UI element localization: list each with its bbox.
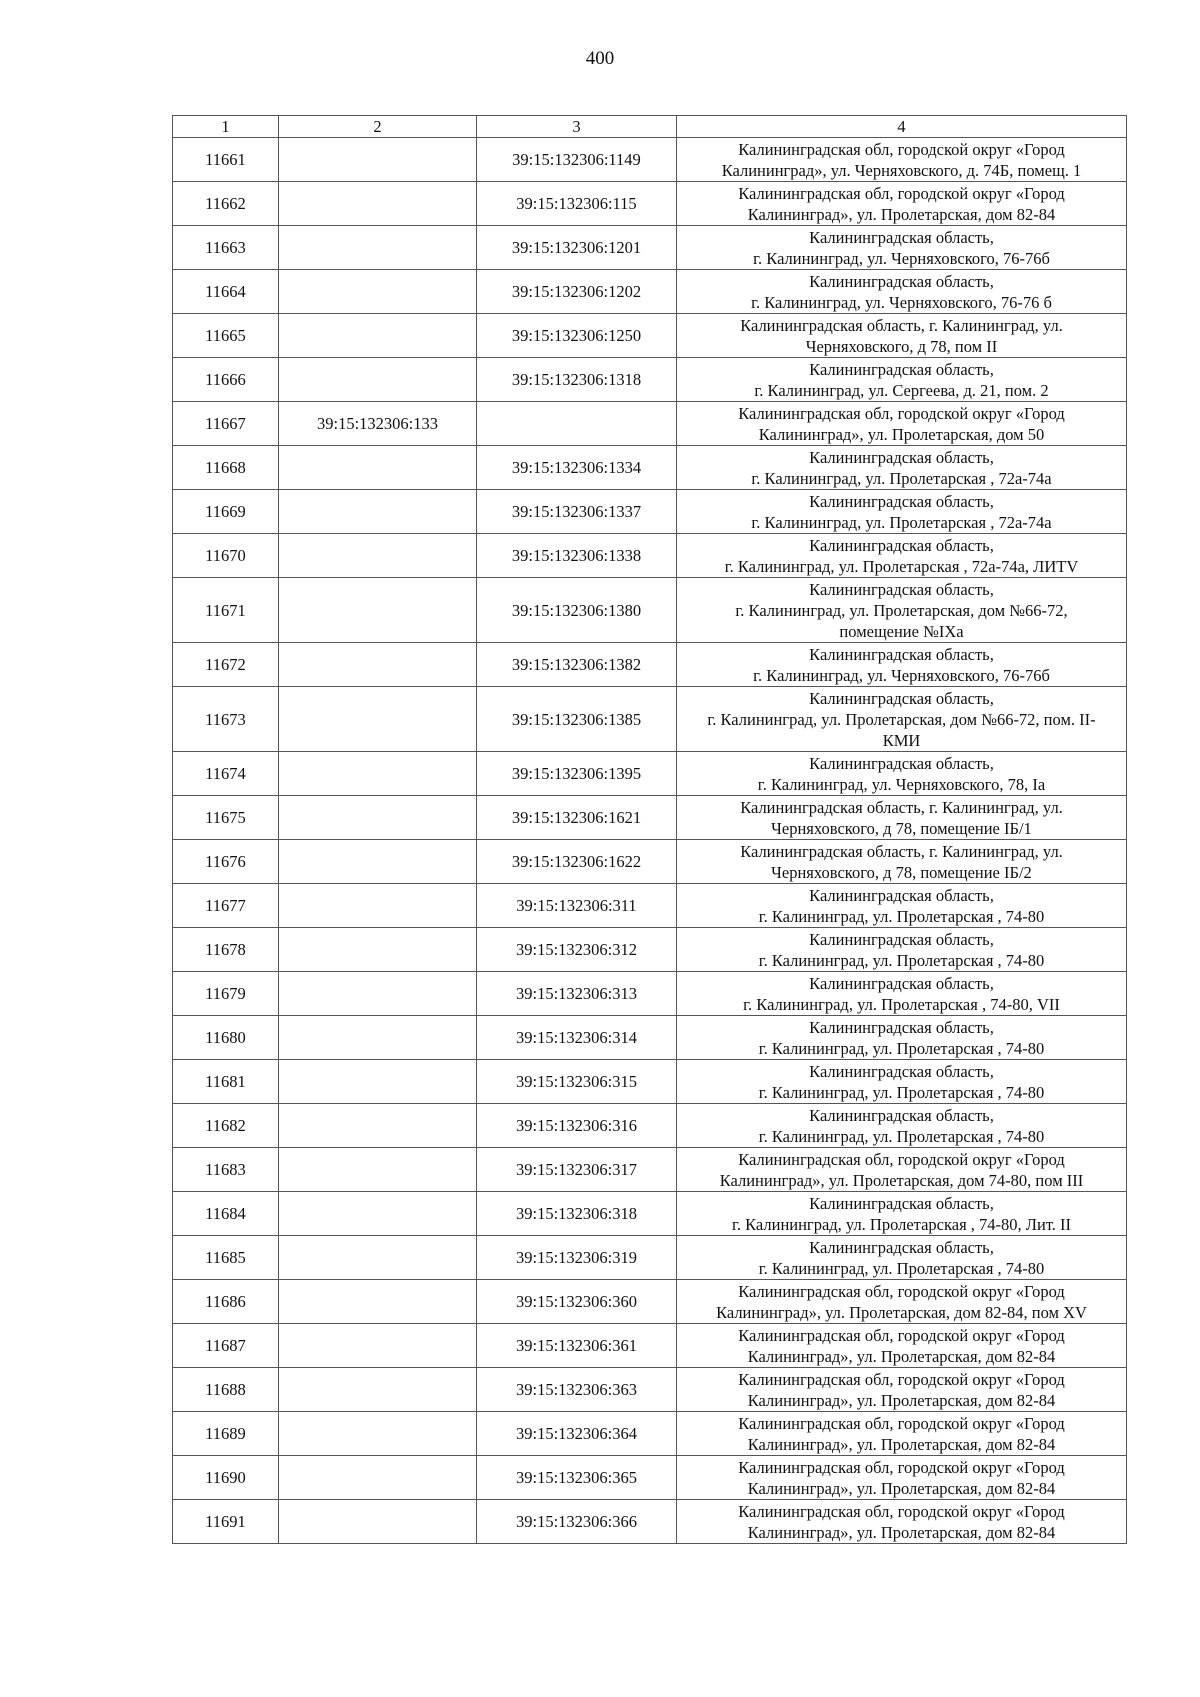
column-header: 3 xyxy=(477,116,677,138)
address-cell: Калининградская область, г. Калининград, ул. Пролетарская , 72а-74а xyxy=(677,490,1127,534)
cadastral-number-cell: 39:15:132306:1202 xyxy=(477,270,677,314)
column-2-cell xyxy=(279,1456,477,1500)
address-cell: Калининградская область, г. Калининград, ул. Пролетарская , 74-80 xyxy=(677,1236,1127,1280)
column-2-cell xyxy=(279,928,477,972)
table-row xyxy=(173,1500,1127,1544)
column-2-cell xyxy=(279,490,477,534)
cadastral-number-cell: 39:15:132306:313 xyxy=(477,972,677,1016)
address-cell: Калининградская область, г. Калининград, ул. Черняховского, д 78, пом II xyxy=(677,314,1127,358)
cadastral-number-cell: 39:15:132306:115 xyxy=(477,182,677,226)
cadastral-number-cell: 39:15:132306:311 xyxy=(477,884,677,928)
table-row xyxy=(173,1104,1127,1148)
row-number-cell: 11678 xyxy=(173,928,279,972)
address-cell: Калининградская область, г. Калининград, ул. Сергеева, д. 21, пом. 2 xyxy=(677,358,1127,402)
cadastral-number-cell: 39:15:132306:317 xyxy=(477,1148,677,1192)
cadastral-number-cell: 39:15:132306:319 xyxy=(477,1236,677,1280)
row-number-cell: 11674 xyxy=(173,752,279,796)
cadastral-number-cell: 39:15:132306:1334 xyxy=(477,446,677,490)
column-2-cell xyxy=(279,1148,477,1192)
address-cell: Калининградская область, г. Калининград, ул. Черняховского, 76-76б xyxy=(677,643,1127,687)
table-row xyxy=(173,446,1127,490)
table-row xyxy=(173,643,1127,687)
row-number-cell: 11685 xyxy=(173,1236,279,1280)
table-row xyxy=(173,972,1127,1016)
address-cell: Калининградская область, г. Калининград, ул. Пролетарская, дом №66-72, помещение №IXа xyxy=(677,578,1127,643)
cadastral-number-cell: 39:15:132306:1201 xyxy=(477,226,677,270)
address-cell: Калининградская обл, городской округ «Город Калининград», ул. Пролетарская, дом 82-84, пом XV xyxy=(677,1280,1127,1324)
column-2-cell xyxy=(279,972,477,1016)
cadastral-number-cell: 39:15:132306:314 xyxy=(477,1016,677,1060)
table-row xyxy=(173,1412,1127,1456)
address-cell: Калининградская область, г. Калининград, ул. Пролетарская , 74-80 xyxy=(677,1104,1127,1148)
column-2-cell xyxy=(279,643,477,687)
row-number-cell: 11671 xyxy=(173,578,279,643)
column-2-cell xyxy=(279,578,477,643)
address-cell: Калининградская область, г. Калининград, ул. Пролетарская , 74-80 xyxy=(677,884,1127,928)
cadastral-number-cell: 39:15:132306:366 xyxy=(477,1500,677,1544)
row-number-cell: 11677 xyxy=(173,884,279,928)
cadastral-number-cell: 39:15:132306:315 xyxy=(477,1060,677,1104)
table-row xyxy=(173,182,1127,226)
column-2-cell xyxy=(279,796,477,840)
address-cell: Калининградская область, г. Калининград, ул. Пролетарская , 74-80, Лит. II xyxy=(677,1192,1127,1236)
address-cell: Калининградская обл, городской округ «Город Калининград», ул. Пролетарская, дом 74-80, пом III xyxy=(677,1148,1127,1192)
cadastral-number-cell: 39:15:132306:312 xyxy=(477,928,677,972)
registry-table xyxy=(172,115,1127,1544)
address-cell: Калининградская область, г. Калининград, ул. Черняховского, 78, Iа xyxy=(677,752,1127,796)
row-number-cell: 11680 xyxy=(173,1016,279,1060)
cadastral-number-cell: 39:15:132306:365 xyxy=(477,1456,677,1500)
column-2-cell xyxy=(279,1324,477,1368)
table-row xyxy=(173,578,1127,643)
row-number-cell: 11683 xyxy=(173,1148,279,1192)
row-number-cell: 11661 xyxy=(173,138,279,182)
cadastral-number-cell: 39:15:132306:316 xyxy=(477,1104,677,1148)
cadastral-number-cell: 39:15:132306:1337 xyxy=(477,490,677,534)
table-body xyxy=(173,116,1127,1544)
address-cell: Калининградская обл, городской округ «Город Калининград», ул. Черняховского, д. 74Б, помещ. 1 xyxy=(677,138,1127,182)
cadastral-number-cell: 39:15:132306:361 xyxy=(477,1324,677,1368)
column-header: 4 xyxy=(677,116,1127,138)
cadastral-number-cell: 39:15:132306:318 xyxy=(477,1192,677,1236)
row-number-cell: 11679 xyxy=(173,972,279,1016)
table-row xyxy=(173,1016,1127,1060)
column-2-cell xyxy=(279,138,477,182)
column-header: 1 xyxy=(173,116,279,138)
column-2-cell xyxy=(279,358,477,402)
row-number-cell: 11663 xyxy=(173,226,279,270)
table-row xyxy=(173,490,1127,534)
address-cell: Калининградская обл, городской округ «Город Калининград», ул. Пролетарская, дом 50 xyxy=(677,402,1127,446)
column-2-cell xyxy=(279,314,477,358)
row-number-cell: 11668 xyxy=(173,446,279,490)
row-number-cell: 11681 xyxy=(173,1060,279,1104)
column-2-cell xyxy=(279,182,477,226)
row-number-cell: 11686 xyxy=(173,1280,279,1324)
cadastral-number-cell: 39:15:132306:1250 xyxy=(477,314,677,358)
column-2-cell xyxy=(279,226,477,270)
column-2-cell xyxy=(279,840,477,884)
row-number-cell: 11667 xyxy=(173,402,279,446)
table-row xyxy=(173,687,1127,752)
address-cell: Калининградская обл, городской округ «Город Калининград», ул. Пролетарская, дом 82-84 xyxy=(677,1456,1127,1500)
column-2-cell xyxy=(279,1104,477,1148)
table-row xyxy=(173,1368,1127,1412)
table-row xyxy=(173,1280,1127,1324)
cadastral-number-cell xyxy=(477,402,677,446)
table-row xyxy=(173,1060,1127,1104)
cadastral-number-cell: 39:15:132306:1395 xyxy=(477,752,677,796)
row-number-cell: 11687 xyxy=(173,1324,279,1368)
table-row xyxy=(173,1456,1127,1500)
table-row xyxy=(173,1192,1127,1236)
cadastral-number-cell: 39:15:132306:1338 xyxy=(477,534,677,578)
address-cell: Калининградская область, г. Калининград, ул. Черняховского, 76-76 б xyxy=(677,270,1127,314)
column-header: 2 xyxy=(279,116,477,138)
table-row xyxy=(173,884,1127,928)
address-cell: Калининградская область, г. Калининград, ул. Черняховского, д 78, помещение IБ/2 xyxy=(677,840,1127,884)
table-row xyxy=(173,358,1127,402)
address-cell: Калининградская область, г. Калининград, ул. Черняховского, д 78, помещение IБ/1 xyxy=(677,796,1127,840)
cadastral-number-cell: 39:15:132306:1621 xyxy=(477,796,677,840)
row-number-cell: 11672 xyxy=(173,643,279,687)
address-cell: Калининградская область, г. Калининград, ул. Пролетарская , 72а-74а xyxy=(677,446,1127,490)
table-row xyxy=(173,270,1127,314)
column-2-cell xyxy=(279,752,477,796)
row-number-cell: 11688 xyxy=(173,1368,279,1412)
column-2-cell xyxy=(279,1368,477,1412)
column-2-cell xyxy=(279,1016,477,1060)
column-2-cell xyxy=(279,1500,477,1544)
cadastral-number-cell: 39:15:132306:364 xyxy=(477,1412,677,1456)
table-header-row xyxy=(173,116,1127,138)
row-number-cell: 11666 xyxy=(173,358,279,402)
table-row xyxy=(173,402,1127,446)
cadastral-number-cell: 39:15:132306:1382 xyxy=(477,643,677,687)
column-2-cell xyxy=(279,1192,477,1236)
column-2-cell xyxy=(279,270,477,314)
cadastral-number-cell: 39:15:132306:360 xyxy=(477,1280,677,1324)
row-number-cell: 11669 xyxy=(173,490,279,534)
address-cell: Калининградская обл, городской округ «Город Калининград», ул. Пролетарская, дом 82-84 xyxy=(677,182,1127,226)
table-row xyxy=(173,1236,1127,1280)
row-number-cell: 11662 xyxy=(173,182,279,226)
table-row xyxy=(173,752,1127,796)
table-row xyxy=(173,928,1127,972)
address-cell: Калининградская область, г. Калининград, ул. Пролетарская , 74-80 xyxy=(677,1060,1127,1104)
table-row xyxy=(173,796,1127,840)
cadastral-number-cell: 39:15:132306:1385 xyxy=(477,687,677,752)
table-row xyxy=(173,840,1127,884)
row-number-cell: 11673 xyxy=(173,687,279,752)
address-cell: Калининградская обл, городской округ «Город Калининград», ул. Пролетарская, дом 82-84 xyxy=(677,1324,1127,1368)
table-row xyxy=(173,138,1127,182)
table-row xyxy=(173,534,1127,578)
row-number-cell: 11689 xyxy=(173,1412,279,1456)
address-cell: Калининградская обл, городской округ «Город Калининград», ул. Пролетарская, дом 82-84 xyxy=(677,1500,1127,1544)
row-number-cell: 11665 xyxy=(173,314,279,358)
address-cell: Калининградская область, г. Калининград, ул. Пролетарская, дом №66-72, пом. II- КМИ xyxy=(677,687,1127,752)
column-2-cell xyxy=(279,1060,477,1104)
row-number-cell: 11675 xyxy=(173,796,279,840)
address-cell: Калининградская область, г. Калининград, ул. Пролетарская , 72а-74а, ЛИТV xyxy=(677,534,1127,578)
column-2-cell xyxy=(279,884,477,928)
row-number-cell: 11664 xyxy=(173,270,279,314)
row-number-cell: 11676 xyxy=(173,840,279,884)
row-number-cell: 11684 xyxy=(173,1192,279,1236)
table-row xyxy=(173,226,1127,270)
cadastral-number-cell: 39:15:132306:1622 xyxy=(477,840,677,884)
column-2-cell xyxy=(279,1236,477,1280)
table-row xyxy=(173,1324,1127,1368)
address-cell: Калининградская область, г. Калининград, ул. Пролетарская , 74-80, VII xyxy=(677,972,1127,1016)
cadastral-number-cell: 39:15:132306:363 xyxy=(477,1368,677,1412)
cadastral-number-cell: 39:15:132306:1149 xyxy=(477,138,677,182)
cadastral-number-cell: 39:15:132306:1318 xyxy=(477,358,677,402)
column-2-cell xyxy=(279,1280,477,1324)
column-2-cell xyxy=(279,1412,477,1456)
address-cell: Калининградская обл, городской округ «Город Калининград», ул. Пролетарская, дом 82-84 xyxy=(677,1368,1127,1412)
row-number-cell: 11690 xyxy=(173,1456,279,1500)
row-number-cell: 11682 xyxy=(173,1104,279,1148)
column-2-cell xyxy=(279,687,477,752)
table-row xyxy=(173,314,1127,358)
column-2-cell xyxy=(279,446,477,490)
row-number-cell: 11670 xyxy=(173,534,279,578)
table-row xyxy=(173,1148,1127,1192)
address-cell: Калининградская обл, городской округ «Город Калининград», ул. Пролетарская, дом 82-84 xyxy=(677,1412,1127,1456)
address-cell: Калининградская область, г. Калининград, ул. Пролетарская , 74-80 xyxy=(677,928,1127,972)
column-2-cell: 39:15:132306:133 xyxy=(279,402,477,446)
address-cell: Калининградская область, г. Калининград, ул. Пролетарская , 74-80 xyxy=(677,1016,1127,1060)
row-number-cell: 11691 xyxy=(173,1500,279,1544)
page-number: 400 xyxy=(585,48,615,69)
cadastral-number-cell: 39:15:132306:1380 xyxy=(477,578,677,643)
address-cell: Калининградская область, г. Калининград, ул. Черняховского, 76-76б xyxy=(677,226,1127,270)
column-2-cell xyxy=(279,534,477,578)
